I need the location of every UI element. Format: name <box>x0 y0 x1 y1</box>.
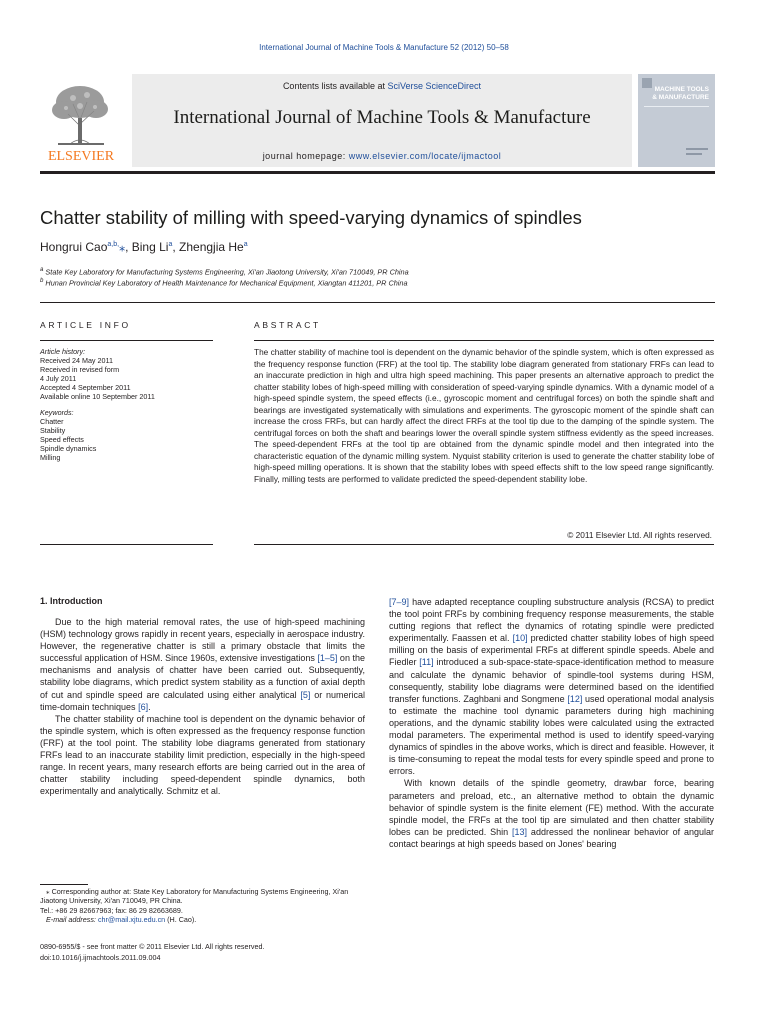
corresponding-author-note: ⁎ Corresponding author at: State Key Laboratory for Manufacturing Systems Engineering, Xi'an Jiaotong University, Xi'an 710049, PR China. <box>40 887 349 906</box>
paragraph <box>40 616 365 713</box>
citation-link[interactable]: [5] <box>300 689 311 700</box>
homepage-link[interactable]: www.elsevier.com/locate/ijmactool <box>348 151 502 161</box>
author-list <box>40 240 248 254</box>
text-run: Due to the high material removal rates, the use of high-speed machining (HSM) technology grows rapidly in recent years, especially in aerospace industry. However, the regenerative chatter is still a primary obstacle that limits the successful application of HSM. Since 1960s, extensive investigations <box>40 617 365 664</box>
svg-text:& MANUFACTURE: & MANUFACTURE <box>652 94 709 101</box>
affiliation-mark: b <box>40 277 44 284</box>
keyword: Milling <box>40 453 61 462</box>
article-info <box>40 347 213 462</box>
email-label: E-mail address: <box>46 915 98 925</box>
citation-link[interactable]: [6] <box>138 701 149 712</box>
citation-link[interactable]: [13] <box>512 826 528 837</box>
front-matter-footer <box>40 942 365 963</box>
keyword: Stability <box>40 426 66 435</box>
text-run: addressed the nonlinear behavior of angular contact bearings at high speeds based on Jones' bearing <box>389 826 715 849</box>
contact-phone: Tel.: +86 29 82667963; fax: 86 29 82663689. <box>40 905 183 915</box>
elsevier-tree-icon <box>40 78 122 164</box>
email-link[interactable]: chr@mail.xjtu.edu.cn <box>97 915 166 925</box>
article-title: Chatter stability of milling with speed-varying dynamics of spindles <box>40 207 582 228</box>
affiliation-b <box>40 277 408 287</box>
author-name[interactable]: Bing Li <box>131 240 169 254</box>
citation-link[interactable]: [7–9] <box>389 597 410 607</box>
paragraph <box>40 713 365 798</box>
info-rule-bottom <box>40 544 213 545</box>
author-affiliation-mark[interactable]: a,b, <box>107 241 120 248</box>
sciencedirect-link[interactable]: SciVerse ScienceDirect <box>387 81 482 91</box>
keywords-label: Keywords: <box>40 408 74 417</box>
text-run: have adapted receptance coupling substructure analysis (RCSA) to predict the tool point FRFs by combining frequency response measurements, the stable cutting regions that reflect the dynamics of rotating spindle were predicted experimentally. Faassen et al. <box>389 597 714 644</box>
paragraph <box>389 596 714 777</box>
citation-link[interactable]: [12] <box>567 693 583 704</box>
section-rule <box>40 302 715 303</box>
homepage-prefix: journal homepage: <box>262 151 349 161</box>
history-item: Accepted 4 September 2011 <box>40 383 131 392</box>
introduction-heading: 1. Introduction <box>40 596 103 606</box>
abstract-rule-bottom <box>254 544 714 545</box>
abstract-copyright: © 2011 Elsevier Ltd. All rights reserved. <box>567 530 712 540</box>
homepage-line <box>132 151 632 161</box>
author-name[interactable]: Hongrui Cao <box>40 240 108 254</box>
abstract-heading: ABSTRACT <box>254 320 321 330</box>
citation-link[interactable]: [1–5] <box>317 653 338 664</box>
paragraph <box>389 777 714 850</box>
citation-link[interactable]: [11] <box>419 657 434 668</box>
citation-link[interactable]: [10] <box>512 633 528 644</box>
author-name[interactable]: Zhengjia He <box>179 240 244 254</box>
corresponding-author-icon[interactable]: ⁎ <box>119 240 126 254</box>
keyword: Chatter <box>40 417 64 426</box>
text-run: introduced a sub-space-state-space-identification method to measure and calculate the dynamic behavior of spindle-tool systems during HSM, consequently, stability lobe diagrams were determined based on the identified transfer functions. Zaghbani and Songmene <box>389 657 714 704</box>
author-separator: , <box>125 240 132 254</box>
body-column-right <box>389 596 714 850</box>
abstract-rule-top <box>254 340 714 341</box>
keyword: Speed effects <box>40 435 84 444</box>
masthead <box>40 74 715 167</box>
doi-link[interactable]: doi:10.1016/j.ijmachtools.2011.09.004 <box>40 952 161 962</box>
history-item: Received in revised form <box>40 365 120 374</box>
author-separator: , <box>172 240 180 254</box>
journal-header-band <box>132 74 632 167</box>
affiliation-a <box>40 266 409 276</box>
text-run: on the mechanisms and analysis of chatter have been carried out. Subsequently, stability lobe diagrams, which predict system stability as a function of axial depth of cut and spindle speed are calculated using either analytical <box>40 653 365 700</box>
text-run: With known details of the spindle geometry, drawbar force, bearing parameters and preload, etc., an alternative method to obtain the dynamic behavior of spindle system is the finite element (FE) method. With the accurate spindle model, the FRFs at the tool tip are simulated and then chatter stability lobes can be predicted. Shin <box>389 778 714 837</box>
history-label: Article history: <box>40 347 86 356</box>
author-affiliation-mark[interactable]: a <box>168 241 173 248</box>
history-item: Received 24 May 2011 <box>40 356 113 365</box>
text-run: used operational modal analysis to estimate the machine tool dynamic parameters during high machining operations, and the dynamic stability lobes were calculated using the extracted modal parameters. The experimental method is used to identify speed-varying dynamics of spindles in the above works, which is direct and feasible. However, it is time-consuming to repeat the modal tests for every spindle speed and prone to errors. <box>389 693 714 777</box>
contents-prefix: Contents lists available at <box>282 81 388 91</box>
history-item: 4 July 2011 <box>40 374 77 383</box>
footnote-rule <box>40 884 88 885</box>
text-run: predicted chatter stability lobes of high speed milling on the basis of experimental FRFs at different spindle speeds. Abele and Fiedler <box>389 633 714 668</box>
elsevier-logo <box>40 78 122 164</box>
affiliation-text: State Key Laboratory for Manufacturing Systems Engineering, Xi'an Jiaotong University, Xi'an 710049, PR China <box>45 267 409 277</box>
history-item: Available online 10 September 2011 <box>40 392 155 401</box>
author-affiliation-mark[interactable]: a <box>243 241 248 248</box>
header-rule <box>40 171 715 174</box>
affiliation-text: Hunan Provincial Key Laboratory of Health Maintenance for Mechanical Equipment, Xiangtan 411201, PR China <box>45 278 408 288</box>
footnote <box>40 887 365 925</box>
article-info-heading: ARTICLE INFO <box>40 320 131 330</box>
text-run: The chatter stability of machine tool is dependent on the dynamic behavior of the spindle system, which is often expressed as the frequency response function (FRF) at the tool point. The stability lobe diagrams generated from stationary FRFs lead to an inaccurate stability limit prediction, especially in the high-speed range. In recent years, many research efforts are being carried out in the area of chatter stability including speed-dependent spindle dynamics, both experimentally and analytically. Schmitz et al. <box>40 713 365 797</box>
info-rule-top <box>40 340 213 341</box>
body-column-left <box>40 616 365 797</box>
text-run: or numerical time-domain techniques <box>40 689 365 712</box>
cover-image-icon <box>638 74 715 167</box>
email-line <box>40 915 365 924</box>
affiliation-mark: a <box>40 266 44 273</box>
abstract-text: The chatter stability of machine tool is dependent on the dynamic behavior of the spindle system, which is often expressed as the frequency response function (FRF) at the tool tip. The stability lobe diagram generated from stationary FRFs can lead to an inaccurate prediction in high and ultra high speed machining. This paper presents an alternative approach to predict the chatter stability lobes of high-speed milling with consideration of speed-varying spindle dynamics. With a dynamic model of a high-speed spindle system, the speed effects (i.e., gyroscopic moment and centrifugal forces) on both the spindle shaft and bearings are investigated systematically with simulations and experiments. The gyroscopic moment of the spindle shaft can increase the cross FRFs, but can hardly affect the direct FRFs at the tool tip due to the damping of the spindle system. The centrifugal forces on both the shaft and bearings lower the overall spindle system stiffness evidently as the speed increases. The speed-dependent FRFs at the tool tip are obtained from the dynamic spindle model and then integrated into the characteristic equation of the dynamic milling system. Nyquist stability criterion is used to generate the chatter stability lobe of high-speed milling operations. It is shown that the stability lobes with speed effects shift to the low speed range significantly. Finally, milling tests are performed to validate predicted the speed-dependent stability lobe. <box>254 347 714 484</box>
svg-text:ELSEVIER: ELSEVIER <box>47 149 115 164</box>
contents-line <box>132 81 632 91</box>
svg-text:MACHINE TOOLS: MACHINE TOOLS <box>654 86 709 93</box>
journal-name: International Journal of Machine Tools & Manufacture <box>173 107 591 128</box>
text-run: . <box>148 701 151 712</box>
journal-reference[interactable]: International Journal of Machine Tools & Manufacture 52 (2012) 50–58 <box>259 43 509 52</box>
issn-line: 0890-6955/$ - see front matter © 2011 Elsevier Ltd. All rights reserved. <box>40 942 265 951</box>
email-suffix: (H. Cao). <box>165 915 197 925</box>
keyword: Spindle dynamics <box>40 444 97 453</box>
journal-cover-thumbnail[interactable] <box>638 74 715 167</box>
